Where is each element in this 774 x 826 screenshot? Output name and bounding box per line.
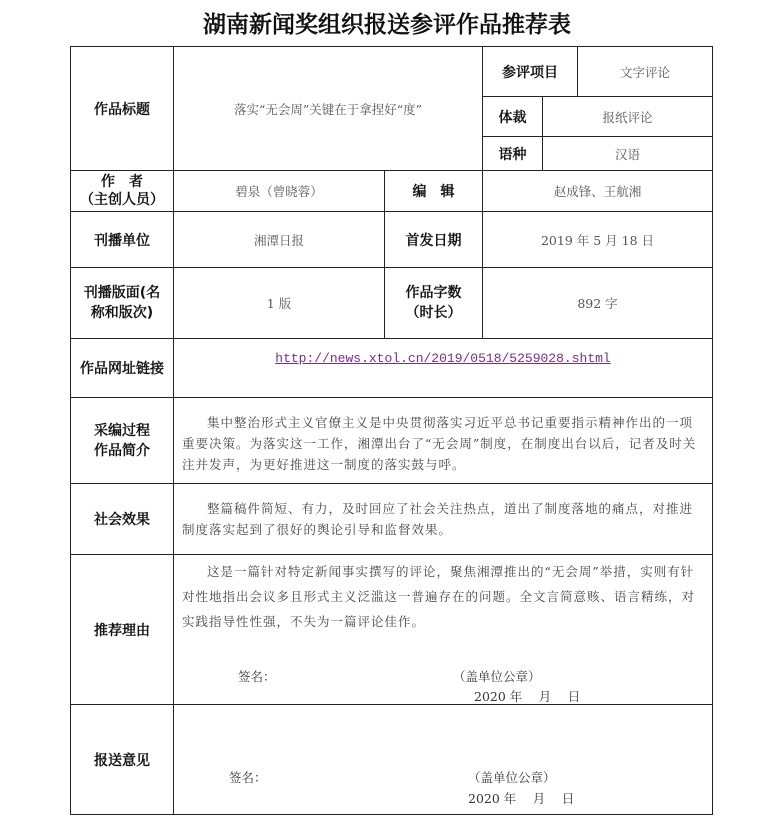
label-word-count: 作品字数（时长） — [384, 267, 483, 339]
label-author — [70, 170, 174, 212]
value-work-title: 落实“无会周”关键在于拿捏好“度” — [173, 46, 483, 171]
author-label: 作 者 — [101, 174, 143, 190]
opinion-seal: （盖单位公章） — [468, 770, 556, 785]
value-page: 1 版 — [173, 267, 385, 339]
label-opinion: 报送意见 — [70, 704, 174, 815]
label-url: 作品网址链接 — [70, 338, 174, 398]
label-process: 采编过程作品简介 — [70, 397, 174, 484]
value-editor: 赵成锋、王航湘 — [482, 170, 713, 212]
url-cell — [173, 338, 713, 398]
opinion-sign-label: 签名： — [229, 770, 267, 785]
label-category: 参评项目 — [482, 46, 578, 97]
reason-seal: （盖单位公章） — [453, 669, 541, 684]
label-work-title: 作品标题 — [70, 46, 174, 171]
label-reason: 推荐理由 — [70, 554, 174, 705]
value-language: 汉语 — [542, 136, 713, 171]
value-effect: 整篇稿件简短、有力，及时回应了社会关注热点，道出了制度落地的痛点，对推进制度落实起到了很好的舆论引导和监督效果。 — [173, 483, 713, 555]
reason-date: 2020 年 月 日 — [474, 689, 581, 704]
author-sublabel: （主创人员） — [80, 192, 164, 208]
label-genre: 体裁 — [482, 96, 543, 137]
value-first-date: 2019 年 5 月 18 日 — [482, 211, 713, 268]
value-reason: 这是一篇针对特定新闻事实撰写的评论，聚焦湘潭推出的“无会周”举措，实则有针对性地指出会议多且形式主义泛滥这一普遍存在的问题。全文言简意赅、语言精练，对实践指导性性强，不失为一篇评论佳作。 — [173, 554, 713, 705]
url-link[interactable]: http://news.xtol.cn/2019/0518/5259028.shtml — [275, 351, 611, 366]
label-effect: 社会效果 — [70, 483, 174, 555]
value-publisher: 湘潭日报 — [173, 211, 385, 268]
opinion-date: 2020 年 月 日 — [468, 791, 575, 806]
label-page: 刊播版面(名称和版次) — [70, 267, 174, 339]
value-opinion — [173, 704, 713, 815]
label-publisher: 刊播单位 — [70, 211, 174, 268]
value-genre: 报纸评论 — [542, 96, 713, 137]
label-editor: 编 辑 — [384, 170, 483, 212]
reason-sign-label: 签名： — [238, 669, 276, 684]
value-author: 碧泉（曾晓蓉） — [173, 170, 385, 212]
label-first-date: 首发日期 — [384, 211, 483, 268]
page-title: 湖南新闻奖组织报送参评作品推荐表 — [203, 12, 571, 38]
value-category: 文字评论 — [577, 46, 713, 97]
value-word-count: 892 字 — [482, 267, 713, 339]
label-language: 语种 — [482, 136, 543, 171]
value-process: 集中整治形式主义官僚主义是中央贯彻落实习近平总书记重要指示精神作出的一项重要决策。为落实这一工作，湘潭出台了“无会周”制度，在制度出台以后，记者及时关注并发声，为更好推进这一制度的落实鼓与呼。 — [173, 397, 713, 484]
